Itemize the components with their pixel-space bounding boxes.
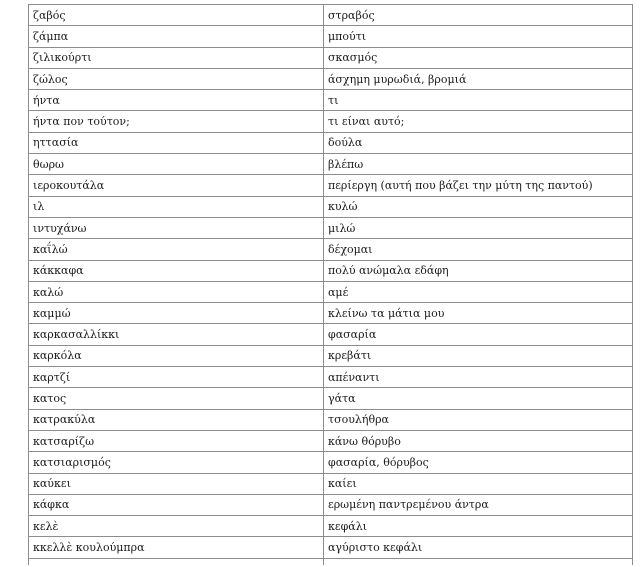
meaning-cell: κεφάλι: [324, 516, 633, 537]
table-row: [29, 345, 633, 366]
term-cell: ιεροκουτάλα: [29, 175, 324, 196]
table-row: [29, 367, 633, 388]
term-cell: κάκκαφα: [29, 260, 324, 281]
table-row: [29, 154, 633, 175]
meaning-cell: φασαρία: [324, 324, 633, 345]
term-cell: ζάμπα: [29, 26, 324, 47]
glossary-table: [28, 4, 633, 565]
table-row: [29, 452, 633, 473]
meaning-cell: μπούτι: [324, 26, 633, 47]
table-row: [29, 388, 633, 409]
meaning-cell: τι: [324, 90, 633, 111]
table-row: [29, 111, 633, 132]
term-cell: κατρακύλα: [29, 409, 324, 430]
meaning-cell: αμέ: [324, 281, 633, 302]
meaning-cell: δούλα: [324, 132, 633, 153]
table-row: [29, 196, 633, 217]
table-row: [29, 260, 633, 281]
term-cell: ήντα πον τούτον;: [29, 111, 324, 132]
table-row: [29, 537, 633, 558]
term-cell: καρκόλα: [29, 345, 324, 366]
table-row: [29, 409, 633, 430]
meaning-cell: απέναντι: [324, 367, 633, 388]
term-cell: ήντα: [29, 90, 324, 111]
term-cell: κελὲ: [29, 516, 324, 537]
table-row: [29, 68, 633, 89]
term-cell: καύκει: [29, 473, 324, 494]
table-row: [29, 516, 633, 537]
term-cell: κατσαρίζω: [29, 430, 324, 451]
meaning-cell: κάνω θόρυβο: [324, 430, 633, 451]
table-row: [29, 281, 633, 302]
table-row: [29, 558, 633, 565]
meaning-cell: κλείνω τα μάτια μου: [324, 303, 633, 324]
meaning-cell: τσουλήθρα: [324, 409, 633, 430]
term-cell: ζιλικούρτι: [29, 47, 324, 68]
meaning-cell: περίεργη (αυτή που βάζει την μύτη της παντού): [324, 175, 633, 196]
term-cell: θωρω: [29, 154, 324, 175]
table-row: [29, 239, 633, 260]
table-row: [29, 175, 633, 196]
table-row: [29, 5, 633, 26]
term-cell: ιλ: [29, 196, 324, 217]
meaning-cell: φασαρία, θόρυβος: [324, 452, 633, 473]
term-cell: κατσιαρισμός: [29, 452, 324, 473]
term-cell: κατος: [29, 388, 324, 409]
empty-cell: [29, 558, 324, 565]
table-row: [29, 473, 633, 494]
term-cell: καρκασαλλίκκι: [29, 324, 324, 345]
table-row: [29, 90, 633, 111]
meaning-cell: σκασμός: [324, 47, 633, 68]
meaning-cell: βλέπω: [324, 154, 633, 175]
table-row: [29, 132, 633, 153]
meaning-cell: γάτα: [324, 388, 633, 409]
term-cell: καΐλώ: [29, 239, 324, 260]
meaning-cell: κρεβάτι: [324, 345, 633, 366]
term-cell: καμμώ: [29, 303, 324, 324]
table-row: [29, 303, 633, 324]
term-cell: καρτζί: [29, 367, 324, 388]
meaning-cell: πολύ ανώμαλα εδάφη: [324, 260, 633, 281]
glossary-rows: [29, 5, 633, 565]
meaning-cell: στραβός: [324, 5, 633, 26]
term-cell: κάφκα: [29, 494, 324, 515]
meaning-cell: μιλώ: [324, 217, 633, 238]
term-cell: ζώλος: [29, 68, 324, 89]
table-row: [29, 26, 633, 47]
meaning-cell: αγύριστο κεφάλι: [324, 537, 633, 558]
table-row: [29, 217, 633, 238]
dictionary-container: [28, 4, 614, 565]
table-row: [29, 430, 633, 451]
table-row: [29, 47, 633, 68]
meaning-cell: άσχημη μυρωδιά, βρομιά: [324, 68, 633, 89]
meaning-cell: ερωμένη παντρεμένου άντρα: [324, 494, 633, 515]
term-cell: ζαβός: [29, 5, 324, 26]
table-row: [29, 324, 633, 345]
meaning-cell: δέχομαι: [324, 239, 633, 260]
meaning-cell: καίει: [324, 473, 633, 494]
table-row: [29, 494, 633, 515]
term-cell: καλώ: [29, 281, 324, 302]
term-cell: ηττασία: [29, 132, 324, 153]
meaning-cell: τι είναι αυτό;: [324, 111, 633, 132]
term-cell: κκελλὲ κουλούμπρα: [29, 537, 324, 558]
meaning-cell: κυλώ: [324, 196, 633, 217]
term-cell: ιντυχάνω: [29, 217, 324, 238]
empty-cell: [324, 558, 633, 565]
